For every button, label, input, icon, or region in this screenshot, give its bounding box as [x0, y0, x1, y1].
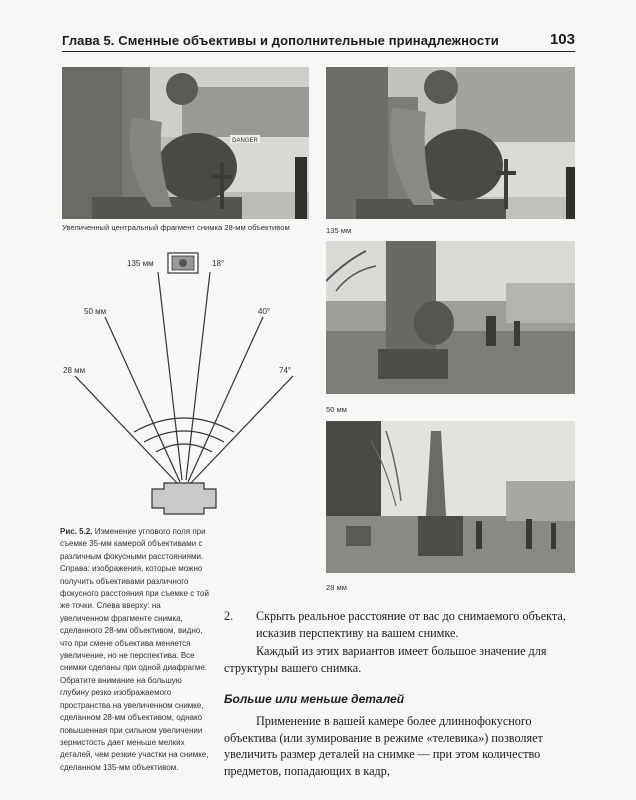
label-40deg: 40° — [258, 307, 271, 316]
arc-135 — [156, 444, 212, 452]
paragraph-2: Применение в вашей камере более длиннофокусного объектива (или зумирование в режиме «телевика») позволяет увеличить размер деталей на снимке — при этом количество предметов, попадающих в кадр, — [224, 714, 543, 778]
arc-50 — [144, 431, 224, 442]
photo-angel-28mm-crop — [62, 67, 309, 219]
ray-50-right — [188, 317, 263, 482]
caption-28mm: 28 мм — [326, 583, 347, 592]
ray-28-left — [75, 376, 178, 484]
list-number: 2. — [224, 609, 234, 623]
label-135mm: 135 мм — [127, 259, 154, 268]
label-50mm: 50 мм — [84, 307, 107, 316]
paragraph-1: Каждый из этих вариантов имеет большое значение для структуры вашего снимка. — [224, 644, 547, 675]
photo-obelisk-28mm — [326, 421, 575, 573]
figure-caption-text: Изменение углового поля при съемке 35-мм камерой объективами с различным фокусными расстояниями. Справа: изображения, которые можно получить объективами различного фокусного расстояния при съемке с той же точки. Слева вверху: на увеличенном фрагменте снимка, сделанного 28-мм объективом, видно, что при смене объектива меняется увеличение, но не перспектива. Все снимки сделаны при одной диафрагме. Обратите внимание на большую глубину резко изображаемого пространства на увеличенном снимке, сделанном 28-мм объективом, однако повышенная при сильном увеличении зернистость дает меньше мелких деталей, чем резкие участки на снимке, сделанном 135-мм объективом. — [60, 527, 209, 772]
list-text: Скрыть реальное расстояние от вас до снимаемого объекта, исказив перспективу на вашем снимке. — [256, 609, 566, 640]
photo-obelisk-50mm — [326, 241, 575, 394]
caption-135mm: 135 мм — [326, 226, 352, 235]
photo-angel-135mm — [326, 67, 575, 219]
figure-number: Рис. 5.2. — [60, 527, 93, 536]
angle-of-view-diagram — [60, 250, 310, 525]
list-item-2 — [224, 608, 574, 641]
label-18deg: 18° — [212, 259, 225, 268]
danger-sign: DANGER — [232, 138, 258, 144]
arc-28 — [134, 418, 234, 432]
figure-caption — [60, 526, 210, 774]
label-74deg: 74° — [279, 366, 292, 375]
label-28mm: 28 мм — [63, 366, 86, 375]
caption-50mm: 50 мм — [326, 405, 347, 414]
caption-top-left: Увеличенный центральный фрагмент снимка 28-мм объективом — [62, 223, 290, 232]
ray-50-left — [105, 317, 180, 482]
chapter-header: Глава 5. Сменные объективы и дополнительные принадлежности — [62, 33, 499, 48]
page-number: 103 — [549, 31, 575, 48]
viewfinder-thumb — [168, 253, 198, 273]
camera-body — [152, 483, 216, 514]
header-rule — [62, 51, 575, 52]
ray-28-right — [190, 376, 293, 484]
section-heading: Больше или меньше деталей — [224, 692, 405, 706]
